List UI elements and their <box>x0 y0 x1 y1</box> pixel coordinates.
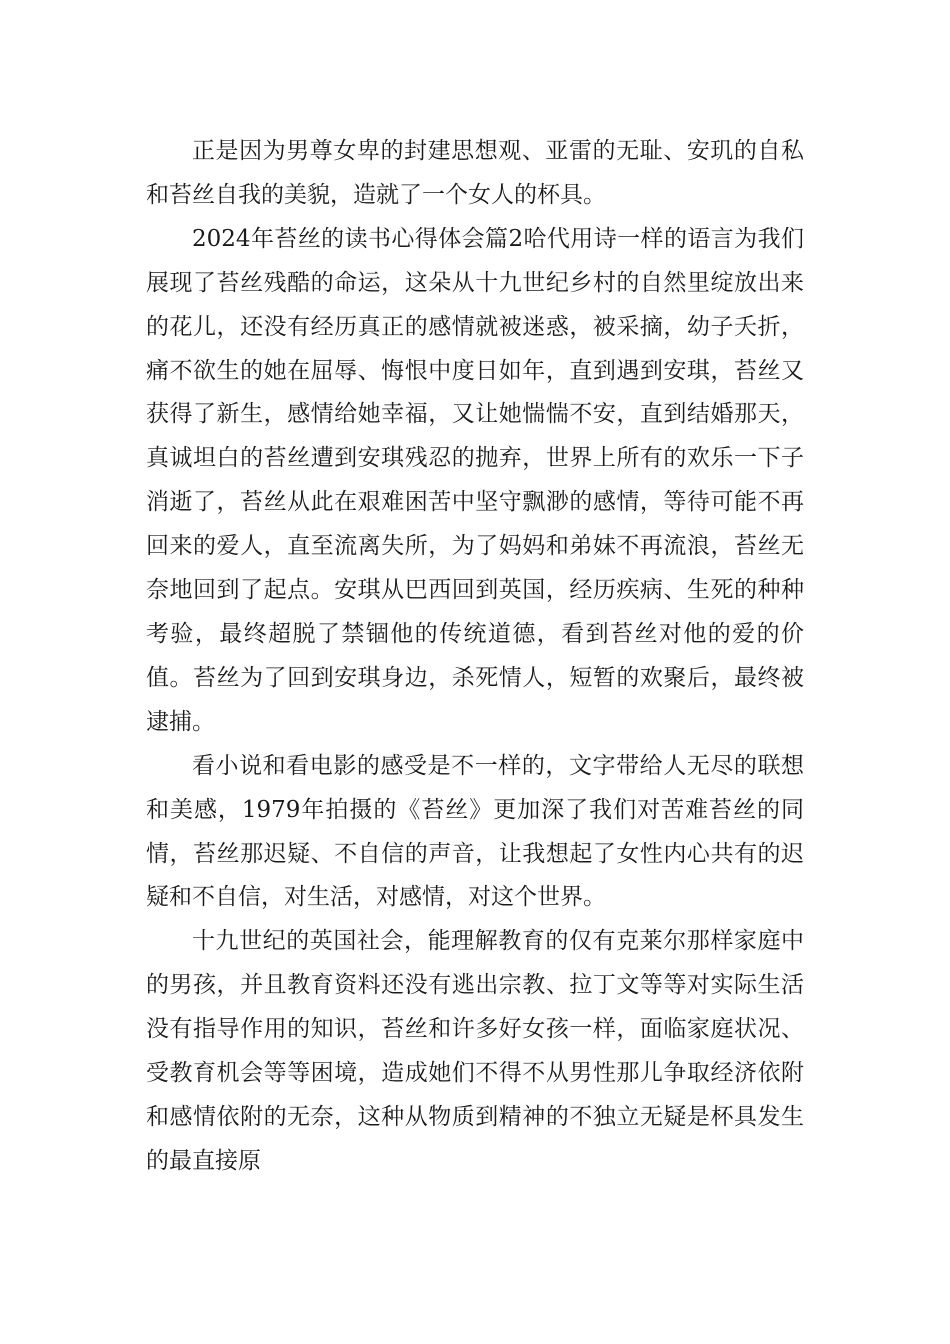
paragraph-3: 看小说和看电影的感受是不一样的，文字带给人无尽的联想和美感，1979年拍摄的《苔丝》更加深了我们对苦难苔丝的同情，苔丝那迟疑、不自信的声音，让我想起了女性内心共有的迟疑和不自信，对生活，对感情，对这个世界。 <box>146 752 804 911</box>
document-body <box>146 130 804 1184</box>
paragraph-2: 2024年苔丝的读书心得体会篇2哈代用诗一样的语言为我们展现了苔丝残酷的命运，这朵从十九世纪乡村的自然里绽放出来的花儿，还没有经历真正的感情就被迷惑，被采摘，幼子夭折，痛不欲生的她在屈辱、悔恨中度日如年，直到遇到安琪，苔丝又获得了新生，感情给她幸福，又让她惴惴不安，直到结婚那天，真诚坦白的苔丝遭到安琪残忍的抛弃，世界上所有的欢乐一下子消逝了，苔丝从此在艰难困苦中坚守飘渺的感情，等待可能不再回来的爱人，直至流离失所，为了妈妈和弟妹不再流浪，苔丝无奈地回到了起点。安琪从巴西回到英国，经历疾病、生死的种种考验，最终超脱了禁锢他的传统道德，看到苔丝对他的爱的价值。苔丝为了回到安琪身边，杀死情人，短暂的欢聚后，最终被逮捕。 <box>146 225 804 735</box>
paragraph-1: 正是因为男尊女卑的封建思想观、亚雷的无耻、安玑的自私和苔丝自我的美貌，造就了一个女人的杯具。 <box>146 138 804 208</box>
paragraph-4: 十九世纪的英国社会，能理解教育的仅有克莱尔那样家庭中的男孩，并且教育资料还没有逃出宗教、拉丁文等等对实际生活没有指导作用的知识，苔丝和许多好女孩一样，面临家庭状况、受教育机会等等困境，造成她们不得不从男性那儿争取经济依附和感情依附的无奈，这种从物质到精神的不独立无疑是杯具发生的最直接原 <box>146 928 804 1174</box>
